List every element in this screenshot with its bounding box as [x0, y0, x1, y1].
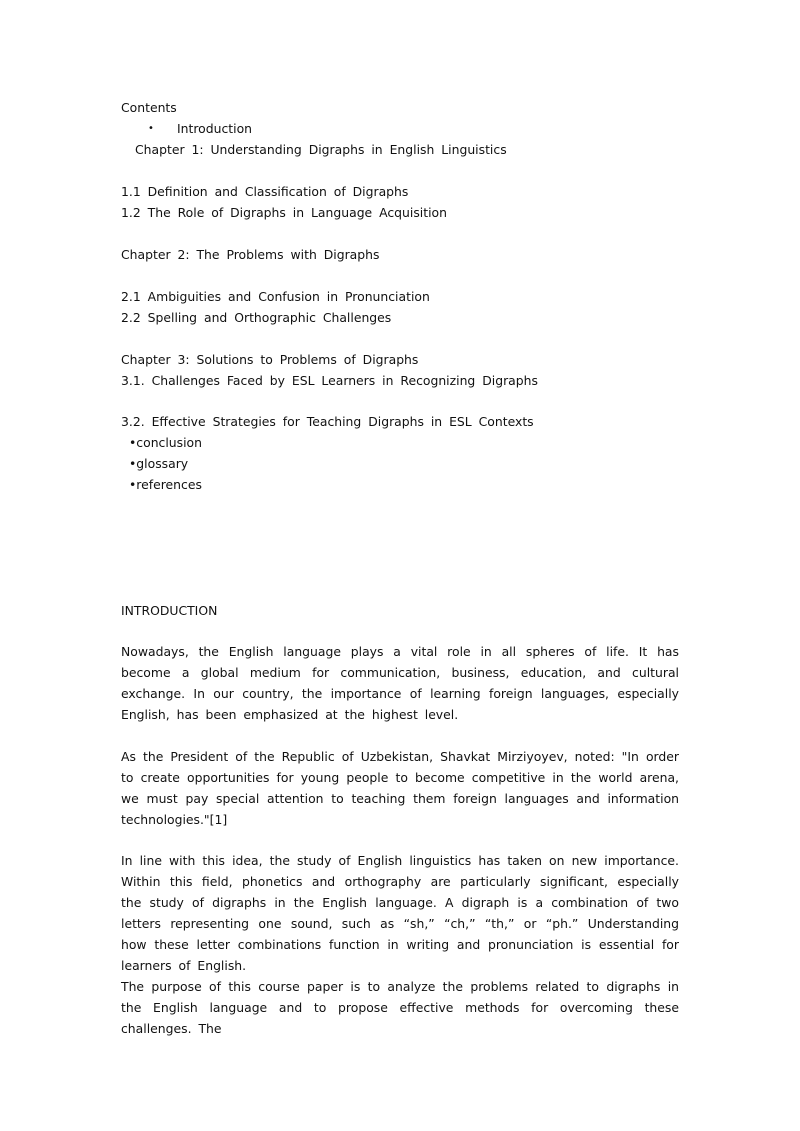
contents-heading: Contents — [121, 100, 177, 115]
toc-chapter-2: Chapter 2: The Problems with Digraphs — [121, 247, 380, 262]
toc-conclusion: •conclusion — [129, 435, 202, 450]
toc-section-2-2: 2.2 Spelling and Orthographic Challenges — [121, 310, 392, 325]
introduction-heading: INTRODUCTION — [121, 603, 218, 618]
toc-section-3-2: 3.2. Effective Strategies for Teaching Digraphs in ESL Contexts — [121, 414, 534, 429]
intro-paragraph-4: The purpose of this course paper is to analyze the problems related to digraphs in the English language and to propose effective methods for overcoming these challenges. The — [121, 979, 679, 1036]
intro-paragraph-1: Nowadays, the English language plays a vital role in all spheres of life. It has become a global medium for communication, business, education, and cultural exchange. In our country, the importance of learning foreign languages, especially English, has been emphasized at the highest level. — [121, 644, 679, 722]
toc-chapter-1: Chapter 1: Understanding Digraphs in English Linguistics — [135, 142, 507, 157]
toc-glossary: •glossary — [129, 456, 189, 471]
intro-paragraph-3: In line with this idea, the study of English linguistics has taken on new importance. Within this field, phonetics and orthography are particularly significant, especially the study of digraphs in the English language. A digraph is a combination of two letters representing one sound, such as “sh,” “ch,” “th,” or “ph.” Understanding how these letter combinations function in writing and pronunciation is essential for learners of English. — [121, 853, 679, 973]
toc-section-3-1: 3.1. Challenges Faced by ESL Learners in Recognizing Digraphs — [121, 373, 538, 388]
toc-section-2-1: 2.1 Ambiguities and Confusion in Pronunciation — [121, 289, 430, 304]
intro-paragraph-2: As the President of the Republic of Uzbekistan, Shavkat Mirziyoyev, noted: "In order to create opportunities for young people to become competitive in the world arena, we must pay special attention to teaching them foreign languages and information technologies."[1] — [121, 749, 679, 827]
toc-references: •references — [129, 477, 202, 492]
toc-introduction: Introduction — [177, 121, 253, 136]
toc-section-1-1: 1.1 Definition and Classification of Digraphs — [121, 184, 409, 199]
toc-section-1-2: 1.2 The Role of Digraphs in Language Acquisition — [121, 205, 447, 220]
toc-chapter-3: Chapter 3: Solutions to Problems of Digraphs — [121, 352, 419, 367]
bullet-icon: • — [148, 123, 154, 134]
